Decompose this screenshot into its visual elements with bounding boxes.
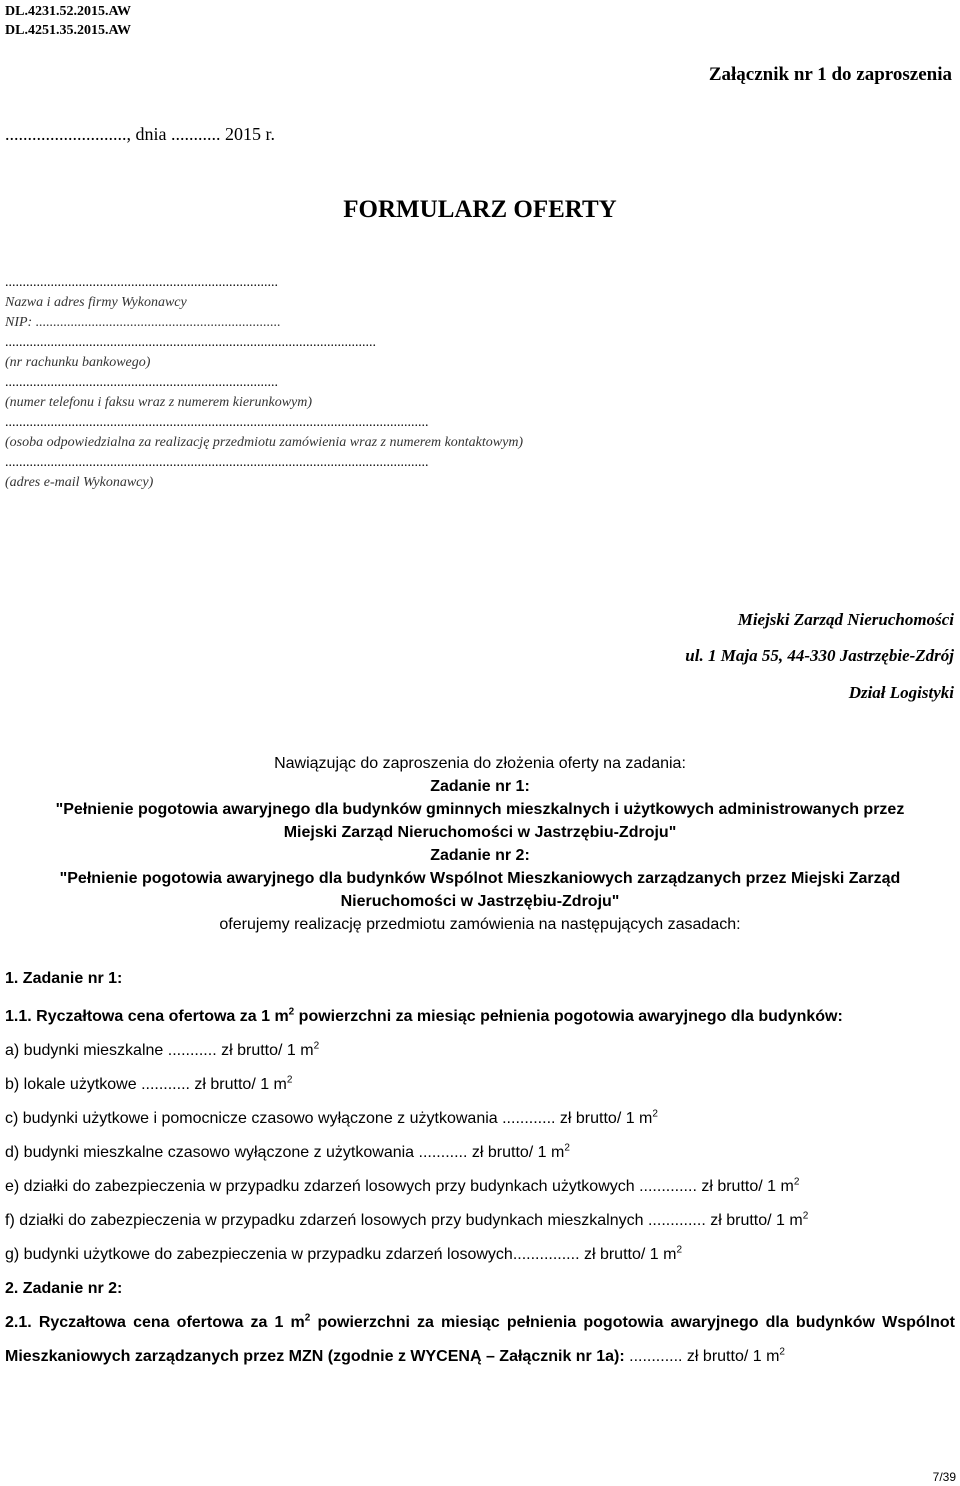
intro-text: Nawiązując do zaproszenia do złożenia oferty na zadania:: [274, 755, 686, 772]
task2-label: Zadanie nr 2:: [430, 847, 530, 864]
form-dots: ..........................................................................................................: [5, 335, 376, 350]
form-label: (numer telefonu i faksu wraz z numerem kierunkowym): [5, 395, 313, 410]
form-label: Nazwa i adres firmy Wykonawcy: [5, 295, 187, 310]
price-item-g[interactable]: g) budynki użytkowe do zabezpieczenia w przypadku zdarzeń losowych............... zł brutto/ 1 $m^2$: [5, 1244, 682, 1263]
form-field-contact-person[interactable]: [5, 413, 523, 453]
form-label: (adres e-mail Wykonawcy): [5, 475, 154, 490]
intro-closing: oferujemy realizację przedmiotu zamówienia na następujących zasadach:: [219, 916, 741, 933]
form-label: (osoba odpowiedzialna za realizację przedmiotu zamówienia wraz z numerem kontaktowym): [5, 435, 524, 450]
form-field-email[interactable]: [5, 453, 523, 493]
form-dots: ..............................................................................: [5, 375, 278, 390]
section1-body: [5, 1000, 955, 1374]
task1-title: "Pełnienie pogotowia awaryjnego dla budynków gminnych mieszkalnych i użytkowych administrowanych przez: [55, 801, 905, 818]
form-dots: ..............................................................................: [5, 275, 278, 290]
price-item-e[interactable]: e) działki do zabezpieczenia w przypadku zdarzeń losowych przy budynkach użytkowych ............. zł brutto/ 1 $m^2$: [5, 1176, 800, 1195]
section1-subheading: 1.1. Ryczałtowa cena ofertowa za 1 $m^2$ powierzchni za miesiąc pełnienia pogotowia awaryjnego dla budynków:: [5, 1006, 843, 1025]
reference-number-1: DL.4231.52.2015.AW: [5, 4, 132, 19]
form-field-bank-account[interactable]: [5, 333, 523, 373]
annex-label: Załącznik nr 1 do zaproszenia: [708, 64, 952, 85]
recipient-address: ul. 1 Maja 55, 44-330 Jastrzębie-Zdrój: [685, 646, 954, 665]
price-item-c[interactable]: c) budynki użytkowe i pomocnicze czasowo wyłączone z użytkowania ............ zł brutto/ 1 $m^2$: [5, 1108, 658, 1127]
price-item-d[interactable]: d) budynki mieszkalne czasowo wyłączone z użytkowania ........... zł brutto/ 1 $m^2$: [5, 1142, 570, 1161]
form-field-phone[interactable]: [5, 373, 523, 413]
price-item-a[interactable]: a) budynki mieszkalne ........... zł brutto/ 1 $m^2$: [5, 1040, 320, 1059]
reference-number-2: DL.4251.35.2015.AW: [5, 23, 132, 38]
document-title: FORMULARZ OFERTY: [343, 196, 617, 223]
form-label: (nr rachunku bankowego): [5, 355, 151, 370]
form-dots: .........................................................................................................................: [5, 415, 429, 430]
recipient-name: Miejski Zarząd Nieruchomości: [737, 610, 954, 629]
price-item-f[interactable]: f) działki do zabezpieczenia w przypadku zdarzeń losowych przy budynkach mieszkalnych ............. zł brutto/ 1 $m^2$: [5, 1210, 809, 1229]
task2-title-cont: Nieruchomości w Jastrzębiu-Zdroju": [340, 893, 620, 910]
form-dots: .........................................................................................................................: [5, 455, 429, 470]
page-number: 7/39: [932, 1470, 956, 1484]
form-field-nip[interactable]: [5, 313, 523, 333]
task2-title: "Pełnienie pogotowia awaryjnego dla budynków Wspólnot Mieszkaniowych zarządzanych przez Miejski Zarząd: [59, 870, 901, 887]
recipient-department: Dział Logistyki: [848, 683, 954, 702]
form-field-company[interactable]: [5, 273, 523, 313]
section2-heading: 2. Zadanie nr 2:: [5, 1280, 123, 1297]
section1-heading: 1. Zadanie nr 1:: [5, 970, 123, 987]
offer-intro: [0, 752, 960, 936]
date-line: ..........................., dnia ........... 2015 r.: [5, 124, 275, 144]
section2-paragraph[interactable]: 2.1. Ryczałtowa cena ofertowa za 1 $m^2$ powierzchni za miesiąc pełnienia pogotowia awaryjnego dla budynków Wspólnot Mieszkaniowych zarządzanych przez MZN (zgodnie z WYCENĄ – Załącznik nr 1a): ............ zł brutto/ 1 $m^2$: [5, 1312, 956, 1365]
task1-label: Zadanie nr 1:: [430, 778, 530, 795]
price-item-b[interactable]: b) lokale użytkowe ........... zł brutto/ 1 $m^2$: [5, 1074, 293, 1093]
contractor-form: [5, 273, 523, 493]
task1-title-cont: Miejski Zarząd Nieruchomości w Jastrzębiu-Zdroju": [283, 824, 677, 841]
form-dots: NIP: ......................................................................: [5, 315, 281, 330]
